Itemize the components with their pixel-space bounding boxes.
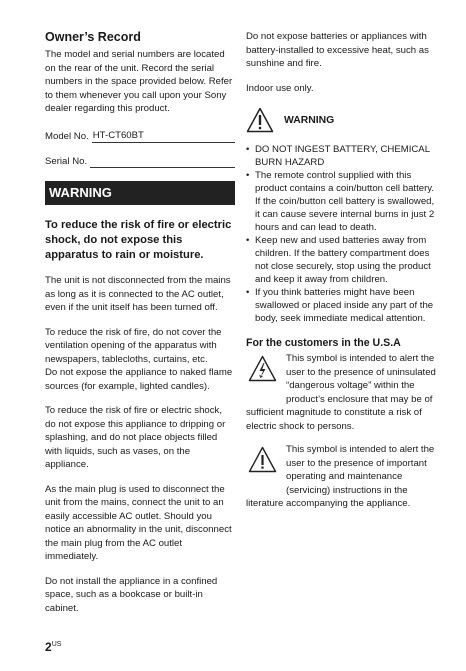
paragraph-batteries-heat: Do not expose batteries or appliances with battery-installed to excessive heat, such as sunshine and fire. [246,31,429,69]
page-number: $2^{US}$ [45,640,62,654]
bold-warning: To reduce the risk of fire or electric shock, do not expose this apparatus to rain or moisture. [45,218,232,261]
list-item: • Keep new and used batteries away from children. If the battery compartment does not close securely, stop using the product and keep it away from children. [246,234,438,286]
model-underline [92,131,235,143]
exclamation-triangle-icon [248,446,277,473]
model-value: HT-CT60BT [92,129,144,141]
battery-warning-list [246,143,438,325]
paragraph-disconnect: The unit is not disconnected from the mains as long as it is connected to the AC outlet, even if the unit itself has been turned off. [45,275,231,314]
list-item: • If you think batteries might have been swallowed or placed inside any part of the body, seek immediate medical attention. [246,286,438,325]
warning-header [246,107,438,133]
paragraph-confined-space: Do not install the appliance in a confined space, such as a bookcase or built-in cabinet. [45,575,218,614]
right-column [246,30,438,511]
paragraph-naked-flame: Do not expose the appliance to naked flame sources (for example, lighted candles). [45,367,233,392]
usa-heading: For the customers in the U.S.A [246,337,401,349]
warning-label: WARNING [284,114,335,126]
warning-triangle-icon [246,107,274,133]
paragraph-indoor-use: Indoor use only. [246,82,314,94]
serial-number-field [45,155,235,168]
paragraph-main-plug: As the main plug is used to disconnect the unit from the mains, connect the unit to an easily accessible AC outlet. Should you notice an abnormality in the unit, disconnect the main plug from the AC outlet immediately. [45,483,232,563]
owners-record-heading: Owner’s Record [45,30,141,44]
lightning-symbol-block [246,352,438,433]
serial-label: Serial No. [45,155,88,167]
model-label: Model No. [45,130,89,142]
serial-underline [90,156,235,168]
page-suffix: US [51,641,62,648]
list-item: • DO NOT INGEST BATTERY, CHEMICAL BURN HAZARD [246,143,438,169]
lightning-triangle-icon [248,355,277,382]
exclamation-symbol-text: This symbol is intended to alert the user to the presence of important operating and maintenance (servicing) instructions in the literature accompanying the appliance. [246,444,435,509]
exclamation-symbol-block [246,443,438,511]
warning-bar: WARNING [45,181,235,205]
list-item: • The remote control supplied with this product contains a coin/button cell battery. If the coin/button cell battery is swallowed, it can cause severe internal burns in just 2 hours and can lead to death. [246,169,438,234]
owners-record-text: The model and serial numbers are located on the rear of the unit. Record the serial numbers in the space provided below. Refer to them whenever you call upon your Sony dealer regarding this product. [45,49,233,114]
left-column [45,30,235,615]
lightning-symbol-text: This symbol is intended to alert the user to the presence of uninsulated “dangerous voltage” within the product’s enclosure that may be of sufficient magnitude to constitute a risk of electric shock to persons. [246,353,436,432]
paragraph-ventilation: To reduce the risk of fire, do not cover the ventilation opening of the apparatus with newspapers, tablecloths, curtains, etc. [45,326,222,365]
paragraph-dripping: To reduce the risk of fire or electric shock, do not expose this appliance to dripping or splashing, and do not place objects filled with liquids, such as vases, on the appliance. [45,405,226,471]
model-number-field [45,130,235,143]
